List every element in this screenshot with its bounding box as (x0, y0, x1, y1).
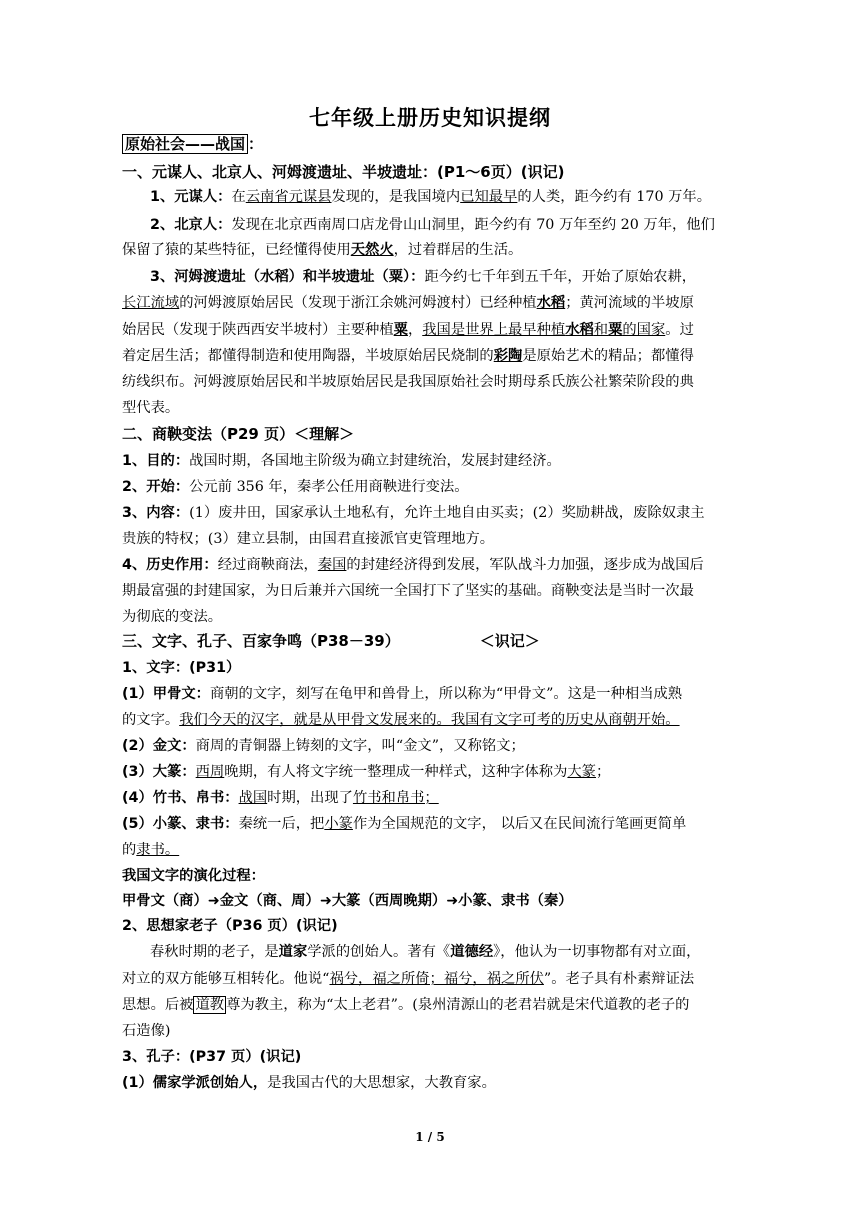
text: 的河姆渡原始居民（发现于浙江余姚河姆渡村）已经种植 (179, 295, 537, 311)
underlined-text: 祸兮，福之所倚；福兮，祸之所伏 (329, 971, 544, 987)
text: ；黄河流域的半坡原 (565, 295, 694, 311)
page-title: 七年级上册历史知识提纲 (309, 105, 551, 130)
label: (5）小篆、隶书： (122, 816, 239, 832)
emphasis-text: 道德经 (450, 944, 494, 960)
heading-tag: ＜识记＞ (479, 632, 540, 650)
text: 学派的创始人。著有《 (307, 944, 451, 960)
emphasis-text: 彩陶 (493, 348, 523, 364)
text: 的人类，距今约有 170 万年。 (517, 189, 712, 205)
text: (1）废井田，国家承认土地私有，允许土地自由买卖；(2）奖励耕战，废除奴隶主 (189, 505, 705, 521)
emphasis-text: 水稻 (565, 322, 594, 338)
text: 着定居生活；都懂得制造和使用陶器，半坡原始居民烧制的 (122, 348, 494, 364)
s3-sub-confucius: 3、孔子：(P37 页）(识记) (122, 1049, 302, 1065)
text: 。过 (665, 322, 694, 338)
underlined-text: 的国家 (622, 322, 666, 338)
underlined-text: 秦国 (317, 557, 347, 573)
s3-sub-writing: 1、文字：(P31） (122, 660, 241, 676)
s3-bronze (122, 736, 742, 756)
s1-item-yuanmou (150, 187, 770, 207)
s2-item-effect-line2: 期最富强的封建国家，为日后兼并六国统一全国打下了坚实的基础。商鞅变法是当时一次最 (122, 583, 694, 599)
boxed-era: 原始社会——战国 (122, 134, 248, 154)
s3-xiaozhuan-line1 (122, 814, 742, 834)
section-header-primitive (122, 134, 742, 154)
s2-item-content-line2: 贵族的特权；(3）建立县制，由国君直接派官吏管理地方。 (122, 531, 495, 547)
underlined-text: 竹书和帛书； (352, 790, 439, 806)
text: 的封建经济得到发展，军队战斗力加强，逐步成为战国后 (346, 557, 704, 573)
s3-evolution-chain: 甲骨文（商）➜金文（商、周）➜大篆（西周晚期）➜小篆、隶书（秦） (122, 893, 573, 909)
underlined-text: 已知最早 (460, 189, 518, 205)
underlined-text: 我们今天的汉字，就是从甲骨文发展来的。我国有文字可考的历史从商朝开始。 (179, 712, 680, 728)
text: 思想。后被 (122, 997, 194, 1013)
boxed-text: 道教 (195, 997, 225, 1013)
text: 晚期，有人将文字统一整理成一种样式，这种字体称为 (224, 764, 568, 780)
section-2-heading: 二、商鞅变法（P29 页）＜理解＞ (122, 425, 355, 443)
text: 春秋时期的老子，是 (150, 944, 279, 960)
s1-item-beijing-line2 (122, 240, 742, 260)
text: 战国时期，各国地主阶级为确立封建统治，发展封建经济。 (189, 453, 561, 469)
label: (4）竹书、帛书： (122, 790, 239, 806)
label: (3）大篆： (122, 764, 196, 780)
label: 1、目的： (122, 453, 190, 469)
s3-laozi-line1 (150, 942, 770, 962)
s3-laozi-line2 (122, 969, 742, 989)
underlined-text: 和 (593, 322, 609, 338)
s3-confucius-line1 (122, 1073, 742, 1093)
emphasis-text: 道家 (278, 944, 308, 960)
s2-item-start (122, 477, 742, 497)
label: 3、河姆渡遗址（水稻）和半坡遗址（粟）： (150, 269, 425, 285)
text: 作为全国规范的文字， 以后又在民间流行笔画更简单 (352, 816, 687, 832)
text: 发现在北京西南周口店龙骨山山洞里，距今约有 70 万年至约 20 万年，他们 (231, 217, 715, 233)
label: 4、历史作用： (122, 557, 218, 573)
text: 的 (122, 842, 137, 858)
label: 2、北京人： (150, 217, 232, 233)
heading-text: 三、文字、孔子、百家争鸣（P38－39） (122, 632, 400, 650)
s3-oracle-line2 (122, 710, 742, 730)
underlined-text: 战国 (238, 790, 268, 806)
text: 在 (231, 189, 246, 205)
text: 经过商鞅商法， (217, 557, 318, 573)
emphasis-text: 粟 (608, 322, 623, 338)
s3-sub-laozi: 2、思想家老子（P36 页）(识记) (122, 918, 338, 934)
era-colon: ： (248, 135, 264, 153)
s1-item-hemudu-line1 (150, 267, 770, 287)
text: 秦统一后，把 (238, 816, 325, 832)
text: ，过着群居的生活。 (393, 242, 523, 258)
text: 公元前 356 年，秦孝公任用商鞅进行变法。 (189, 479, 469, 495)
underlined-text: 大篆 (567, 764, 596, 780)
underlined-text: 隶书。 (136, 842, 180, 858)
text: 的文字。 (122, 712, 180, 728)
underlined-text: 云南省元谋县 (245, 189, 332, 205)
text: 是原始艺术的精品；都懂得 (522, 348, 694, 364)
text: ”。老子具有朴素辩证法 (543, 971, 695, 987)
s1-item-beijing-line1 (150, 215, 770, 235)
text: 商周的青铜器上铸刻的文字，叫“金文”，又称铭文； (195, 738, 525, 754)
s3-laozi-line3 (122, 995, 742, 1015)
text: 》，他认为一切事物都有对立面， (493, 944, 701, 960)
emphasis-text: 天然火 (350, 242, 394, 258)
s1-item-hemudu-line5: 纺线织布。河姆渡原始居民和半坡原始居民是我国原始社会时期母系氏族公社繁荣阶段的典 (122, 374, 694, 390)
underlined-text: 长江流域 (122, 295, 180, 311)
s1-item-hemudu-line2 (122, 293, 742, 313)
underlined-text: 西周 (195, 764, 225, 780)
s3-oracle-line1 (122, 684, 742, 704)
s2-item-purpose (122, 451, 742, 471)
s3-laozi-line4: 石造像) (122, 1023, 171, 1039)
text: 距今约七千年到五千年，开始了原始农耕， (424, 269, 697, 285)
text: 保留了猿的某些特征，已经懂得使用 (122, 242, 351, 258)
text: ； (595, 764, 611, 780)
s1-item-hemudu-line6: 型代表。 (122, 400, 180, 416)
text: 是我国古代的大思想家，大教育家。 (267, 1075, 496, 1091)
s1-item-hemudu-line3 (122, 320, 742, 340)
label: (1）甲骨文： (122, 686, 210, 702)
underlined-text: 小篆 (324, 816, 353, 832)
label: (1）儒家学派创始人， (122, 1075, 268, 1091)
section-1-heading: 一、元谋人、北京人、河姆渡遗址、半坡遗址：(P1～6页）(识记) (122, 163, 565, 181)
label: 3、内容： (122, 505, 190, 521)
underlined-text: 我国是世界上最早种植 (422, 322, 566, 338)
label: 2、开始： (122, 479, 190, 495)
s3-dazhuan (122, 762, 742, 782)
s2-item-effect-line1 (122, 555, 742, 575)
s2-item-content-line1 (122, 503, 742, 523)
label: (2）金文： (122, 738, 196, 754)
label: 1、元谋人： (150, 189, 232, 205)
emphasis-text: 水稻 (536, 295, 566, 311)
s1-item-hemudu-line4 (122, 346, 742, 366)
emphasis-text: 粟 (393, 322, 408, 338)
text: 尊为教主，称为“太上老君”。(泉州清源山的老君岩就是宋代道教的老子的 (226, 997, 690, 1013)
text: ， (407, 322, 423, 338)
text: 对立的双方能够互相转化。他说“ (122, 971, 330, 987)
text: 发现的，是我国境内 (331, 189, 461, 205)
page-number: 1 / 5 (415, 1130, 445, 1144)
s3-xiaozhuan-line2 (122, 840, 742, 860)
s3-evolution-title: 我国文字的演化过程： (122, 868, 265, 884)
text: 商朝的文字，刻写在龟甲和兽骨上，所以称为“甲骨文”。这是一种相当成熟 (209, 686, 683, 702)
text: 始居民（发现于陕西西安半坡村）主要种植 (122, 322, 394, 338)
section-3-heading (122, 631, 742, 651)
s2-item-effect-line3: 为彻底的变法。 (122, 609, 223, 625)
text: 时期，出现了 (267, 790, 353, 806)
s3-bamboo-silk (122, 788, 742, 808)
